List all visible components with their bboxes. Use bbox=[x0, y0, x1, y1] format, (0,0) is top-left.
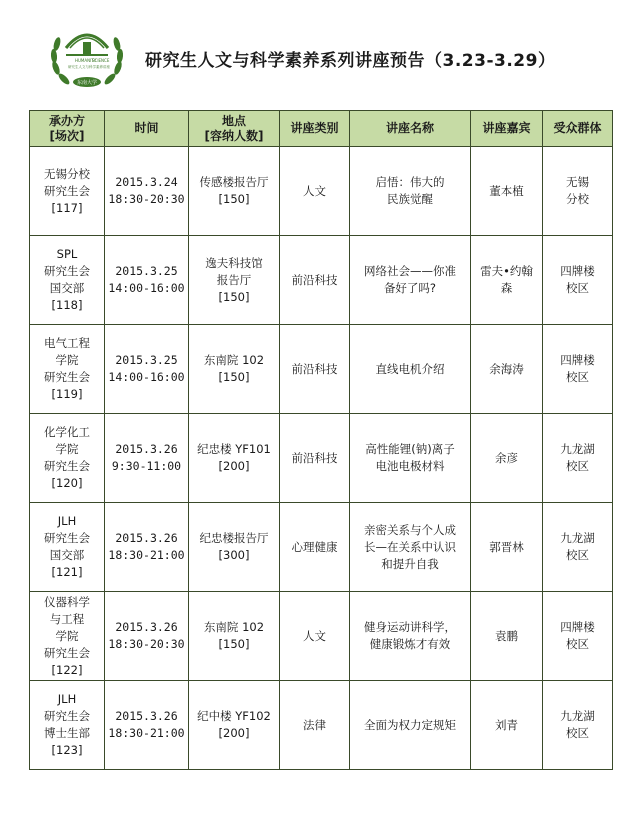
table-row bbox=[30, 325, 613, 414]
cell-speaker: 余海涛 bbox=[471, 325, 543, 414]
cell-audience: 九龙湖 校区 bbox=[543, 503, 613, 592]
cell-time: 2015.3.26 9:30-11:00 bbox=[105, 414, 189, 503]
cell-audience: 四牌楼 校区 bbox=[543, 592, 613, 681]
table-header-row bbox=[30, 111, 613, 147]
cell-speaker: 董本植 bbox=[471, 147, 543, 236]
cell-time: 2015.3.26 18:30-20:30 bbox=[105, 592, 189, 681]
cell-category: 人文 bbox=[280, 592, 350, 681]
svg-text:东南大学: 东南大学 bbox=[76, 80, 98, 86]
cell-time: 2015.3.25 14:00-16:00 bbox=[105, 236, 189, 325]
cell-speaker: 袁鹏 bbox=[471, 592, 543, 681]
col-header-category: 讲座类别 bbox=[280, 111, 350, 147]
svg-text:HUMANITY: HUMANITY bbox=[75, 58, 97, 63]
cell-audience: 九龙湖 校区 bbox=[543, 681, 613, 770]
table-row bbox=[30, 236, 613, 325]
cell-speaker: 余彦 bbox=[471, 414, 543, 503]
cell-audience: 四牌楼 校区 bbox=[543, 236, 613, 325]
svg-text:SCIENCE: SCIENCE bbox=[92, 58, 110, 63]
cell-time: 2015.3.25 14:00-16:00 bbox=[105, 325, 189, 414]
cell-lecture-name: 健身运动讲科学， 健康锻炼才有效 bbox=[350, 592, 471, 681]
cell-host: SPL 研究生会 国交部 [118] bbox=[30, 236, 105, 325]
table-row bbox=[30, 147, 613, 236]
page-header bbox=[0, 0, 640, 110]
cell-category: 前沿科技 bbox=[280, 236, 350, 325]
cell-place: 传感楼报告厅 [150] bbox=[189, 147, 280, 236]
page-title: 研究生人文与科学素养系列讲座预告（3.23-3.29） bbox=[145, 51, 556, 71]
cell-category: 前沿科技 bbox=[280, 414, 350, 503]
cell-lecture-name: 亲密关系与个人成 长—在关系中认识 和提升自我 bbox=[350, 503, 471, 592]
cell-category: 法律 bbox=[280, 681, 350, 770]
table-row bbox=[30, 681, 613, 770]
cell-lecture-name: 全面为权力定规矩 bbox=[350, 681, 471, 770]
cell-host: 无锡分校 研究生会 [117] bbox=[30, 147, 105, 236]
col-header-name: 讲座名称 bbox=[350, 111, 471, 147]
cell-audience: 九龙湖 校区 bbox=[543, 414, 613, 503]
cell-place: 纪忠楼 YF101 [200] bbox=[189, 414, 280, 503]
table-row bbox=[30, 503, 613, 592]
col-header-host: 承办方 [场次] bbox=[30, 111, 105, 147]
cell-place: 逸夫科技馆 报告厅 [150] bbox=[189, 236, 280, 325]
cell-host: JLH 研究生会 博士生部 [123] bbox=[30, 681, 105, 770]
cell-time: 2015.3.24 18:30-20:30 bbox=[105, 147, 189, 236]
col-header-audience: 受众群体 bbox=[543, 111, 613, 147]
table-row bbox=[30, 592, 613, 681]
cell-category: 前沿科技 bbox=[280, 325, 350, 414]
cell-lecture-name: 网络社会——你准 备好了吗? bbox=[350, 236, 471, 325]
col-header-time: 时间 bbox=[105, 111, 189, 147]
cell-lecture-name: 高性能锂(钠)离子 电池电极材料 bbox=[350, 414, 471, 503]
cell-host: 仪器科学 与工程 学院 研究生会 [122] bbox=[30, 592, 105, 681]
cell-place: 纪中楼 YF102 [200] bbox=[189, 681, 280, 770]
cell-lecture-name: 启悟：伟大的 民族觉醒 bbox=[350, 147, 471, 236]
cell-lecture-name: 直线电机介绍 bbox=[350, 325, 471, 414]
cell-place: 纪忠楼报告厅 [300] bbox=[189, 503, 280, 592]
cell-host: JLH 研究生会 国交部 [121] bbox=[30, 503, 105, 592]
cell-audience: 无锡 分校 bbox=[543, 147, 613, 236]
table-row bbox=[30, 414, 613, 503]
col-header-speaker: 讲座嘉宾 bbox=[471, 111, 543, 147]
cell-audience: 四牌楼 校区 bbox=[543, 325, 613, 414]
cell-time: 2015.3.26 18:30-21:00 bbox=[105, 503, 189, 592]
cell-host: 电气工程 学院 研究生会 [119] bbox=[30, 325, 105, 414]
cell-category: 心理健康 bbox=[280, 503, 350, 592]
cell-host: 化学化工 学院 研究生会 [120] bbox=[30, 414, 105, 503]
cell-time: 2015.3.26 18:30-21:00 bbox=[105, 681, 189, 770]
cell-speaker: 刘青 bbox=[471, 681, 543, 770]
lecture-schedule-table bbox=[29, 110, 613, 770]
cell-speaker: 雷夫•约翰 森 bbox=[471, 236, 543, 325]
university-logo bbox=[44, 18, 130, 104]
col-header-place: 地点 [容纳人数] bbox=[189, 111, 280, 147]
cell-category: 人文 bbox=[280, 147, 350, 236]
cell-place: 东南院 102 [150] bbox=[189, 325, 280, 414]
svg-text:研究生人文与科学素养讲座: 研究生人文与科学素养讲座 bbox=[68, 65, 110, 69]
cell-place: 东南院 102 [150] bbox=[189, 592, 280, 681]
cell-speaker: 郭晋林 bbox=[471, 503, 543, 592]
